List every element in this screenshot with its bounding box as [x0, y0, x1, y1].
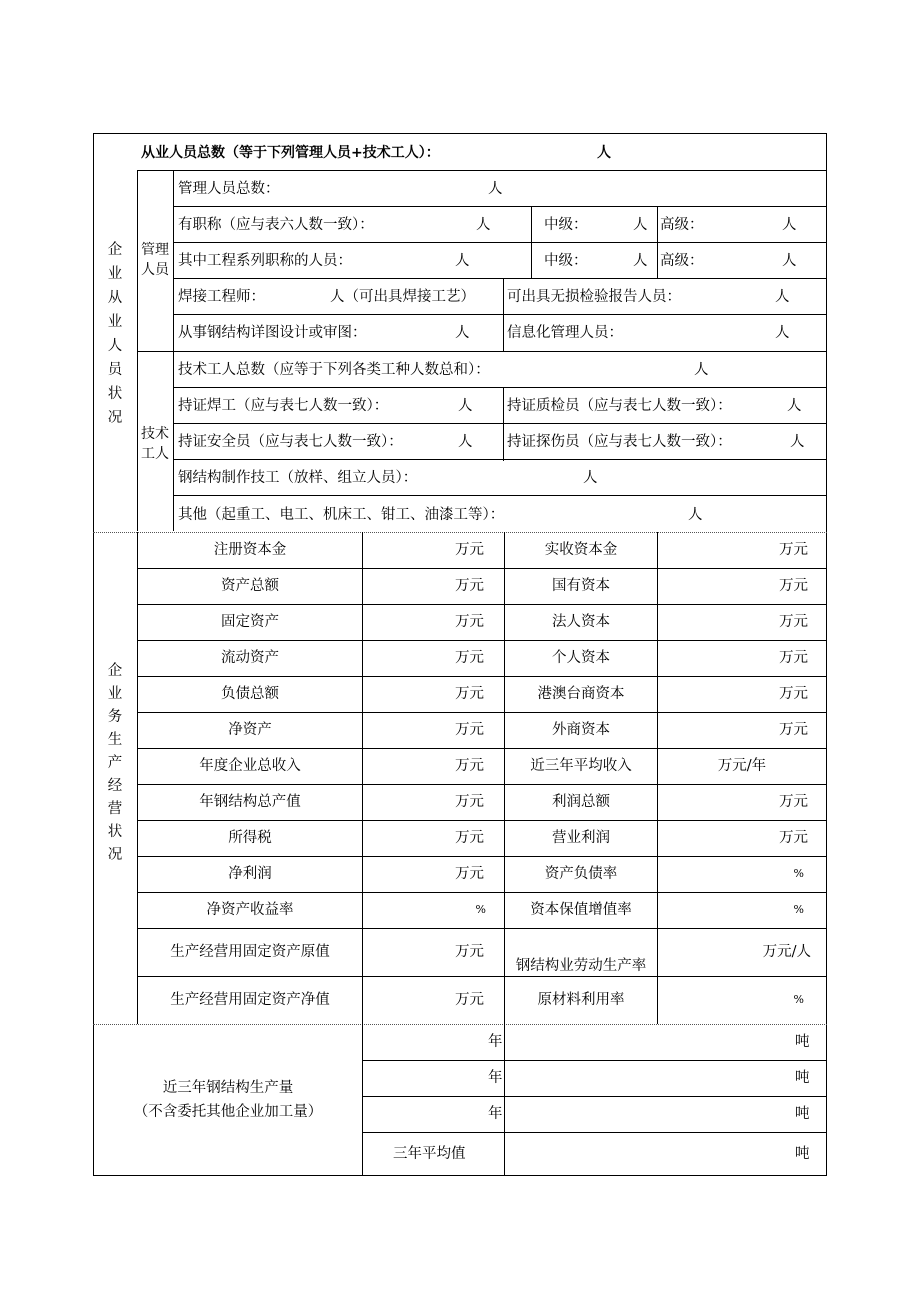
finance-label: 生产经营用固定资产净值	[170, 992, 330, 1008]
finance-label: 钢结构业劳动生产率	[515, 958, 647, 974]
detail-design-unit: 人	[455, 325, 470, 341]
finance-unit: 万元/人	[762, 944, 811, 960]
year-3-ton-unit: 吨	[795, 1106, 810, 1122]
welding-eng-note: 人（可出具焊接工艺）	[330, 289, 475, 305]
cert-safety-unit: 人	[458, 434, 473, 450]
tech-right-divider	[503, 388, 504, 461]
eng-senior-label: 高级：	[660, 253, 704, 269]
finance-unit: 万元	[455, 686, 484, 702]
finance-label: 年度企业总收入	[199, 758, 301, 774]
staff-section-label: 企业从业人员状况	[107, 242, 123, 426]
tech-total-label: 技术工人总数（应等于下列各类工种人数总和）：	[178, 362, 490, 378]
fab-tech-label: 钢结构制作技工（放样、组立人员）：	[178, 470, 418, 486]
detail-design-label: 从事钢结构详图设计或审图：	[178, 325, 367, 341]
titled-mid-label: 中级：	[544, 217, 588, 233]
cert-safety-label: 持证安全员（应与表七人数一致）：	[178, 434, 403, 450]
output-label-line1: 近三年钢结构生产量	[162, 1080, 294, 1096]
finance-label: 负债总额	[221, 686, 279, 702]
finance-label: 净利润	[228, 866, 272, 882]
eng-titled-unit: 人	[455, 253, 470, 269]
eng-mid-label: 中级：	[544, 253, 588, 269]
finance-unit: 万元/年	[717, 758, 767, 774]
cert-welder-label: 持证焊工（应与表七人数一致）：	[178, 398, 389, 414]
finance-label: 国有资本	[552, 578, 610, 594]
mgmt-group-label: 管理人员	[141, 242, 169, 278]
finance-label: 所得税	[228, 830, 272, 846]
total-staff-label: 从业人员总数（等于下列管理人员+技术工人）：	[141, 145, 440, 161]
finance-label: 个人资本	[552, 650, 610, 666]
finance-unit: 万元	[779, 614, 808, 630]
finance-label: 近三年平均收入	[530, 758, 632, 774]
eng-mid-unit: 人	[633, 253, 648, 269]
output-label-line2: （不含委托其他企业加工量）	[133, 1104, 323, 1120]
finance-unit: 万元	[779, 686, 808, 702]
other-unit: 人	[688, 507, 703, 523]
finance-label: 外商资本	[552, 722, 610, 738]
ndt-report-unit: 人	[775, 289, 790, 305]
titled-unit: 人	[476, 217, 491, 233]
titled-mid-unit: 人	[633, 217, 648, 233]
year-1-ton-unit: 吨	[795, 1034, 810, 1050]
finance-label: 资本保值增值率	[530, 902, 632, 918]
info-mgmt-label: 信息化管理人员：	[507, 325, 623, 341]
year-2-unit: 年	[488, 1070, 503, 1086]
finance-label: 注册资本金	[213, 542, 287, 558]
finance-unit: %	[475, 903, 486, 916]
finance-unit: 万元	[455, 866, 484, 882]
finance-unit: 万元	[779, 794, 808, 810]
cert-flaw-unit: 人	[790, 434, 805, 450]
finance-label: 净资产收益率	[206, 902, 294, 918]
finance-label: 资产负债率	[544, 866, 618, 882]
finance-label: 净资产	[228, 722, 272, 738]
titled-senior-unit: 人	[782, 217, 797, 233]
finance-section-label: 企业务生产经营状况	[107, 663, 123, 863]
finance-label: 利润总额	[552, 794, 610, 810]
avg-ton-unit: 吨	[795, 1146, 810, 1162]
finance-label: 营业利润	[552, 830, 610, 846]
cert-qc-unit: 人	[787, 398, 802, 414]
year-1-unit: 年	[488, 1034, 503, 1050]
finance-label: 固定资产	[221, 614, 279, 630]
finance-unit: %	[793, 993, 804, 1006]
finance-unit: 万元	[455, 944, 484, 960]
ndt-report-label: 可出具无损检验报告人员：	[507, 289, 681, 305]
finance-label: 法人资本	[552, 614, 610, 630]
mgmt-total-label: 管理人员总数：	[178, 181, 280, 197]
finance-unit: 万元	[455, 542, 484, 558]
finance-unit: 万元	[455, 650, 484, 666]
finance-label: 流动资产	[221, 650, 279, 666]
finance-unit: 万元	[779, 578, 808, 594]
finance-unit: 万元	[779, 722, 808, 738]
titled-label: 有职称（应与表六人数一致）：	[178, 217, 374, 233]
finance-label: 实收资本金	[544, 542, 618, 558]
finance-unit: 万元	[455, 614, 484, 630]
other-label: 其他（起重工、电工、机床工、钳工、油漆工等）：	[178, 507, 505, 523]
finance-unit: 万元	[779, 830, 808, 846]
finance-unit: %	[793, 903, 804, 916]
cert-flaw-label: 持证探伤员（应与表七人数一致）：	[507, 434, 732, 450]
finance-unit: 万元	[779, 650, 808, 666]
avg-label: 三年平均值	[393, 1146, 466, 1162]
finance-unit: 万元	[455, 758, 484, 774]
mgmt-right-divider	[503, 279, 504, 352]
mgmt-total-unit: 人	[488, 181, 503, 197]
finance-unit: %	[793, 867, 804, 880]
cert-welder-unit: 人	[458, 398, 473, 414]
year-3-unit: 年	[488, 1106, 503, 1122]
eng-titled-label: 其中工程系列职称的人员：	[178, 253, 352, 269]
finance-unit: 万元	[455, 722, 484, 738]
year-2-ton-unit: 吨	[795, 1070, 810, 1086]
finance-unit: 万元	[779, 542, 808, 558]
welding-eng-label: 焊接工程师：	[178, 289, 265, 305]
titled-senior-label: 高级：	[660, 217, 704, 233]
total-staff-unit: 人	[597, 145, 611, 161]
finance-label: 生产经营用固定资产原值	[170, 944, 330, 960]
finance-unit: 万元	[455, 830, 484, 846]
finance-label: 港澳台商资本	[537, 686, 625, 702]
eng-senior-unit: 人	[782, 253, 797, 269]
tech-total-unit: 人	[694, 362, 709, 378]
finance-unit: 万元	[455, 578, 484, 594]
finance-unit: 万元	[455, 794, 484, 810]
finance-label: 年钢结构总产值	[199, 794, 301, 810]
fab-tech-unit: 人	[583, 470, 598, 486]
finance-label: 资产总额	[221, 578, 279, 594]
cert-qc-label: 持证质检员（应与表七人数一致）：	[507, 398, 732, 414]
info-mgmt-unit: 人	[775, 325, 790, 341]
tech-group-label: 技术工人	[141, 426, 169, 462]
finance-label: 原材料利用率	[537, 992, 625, 1008]
finance-unit: 万元	[455, 992, 484, 1008]
